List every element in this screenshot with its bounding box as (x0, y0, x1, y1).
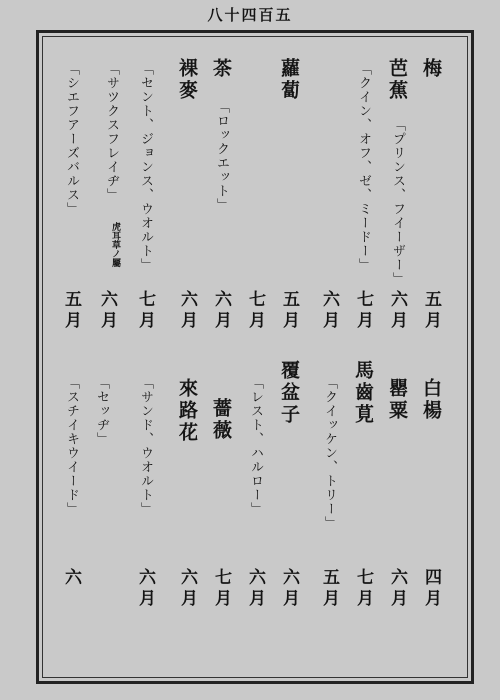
flowering-month: 六月 (177, 568, 197, 610)
plant-name: 覆盆子 (278, 360, 300, 426)
flowering-month: 六月 (245, 568, 265, 610)
katakana-name: 「セッヂ」 (94, 376, 109, 446)
flowering-month: 七月 (211, 568, 231, 610)
flowering-month: 五月 (319, 568, 339, 610)
flowering-month: 四月 (421, 568, 441, 610)
katakana-name: 「スチイキウイード」 (64, 376, 79, 516)
flowering-month: 五月 (61, 290, 81, 332)
flowering-month: 七月 (353, 568, 373, 610)
flowering-month: 六月 (387, 290, 407, 332)
katakana-name: 「レスト、ハルロー」 (248, 376, 263, 516)
plant-name: 薔薇 (210, 398, 232, 442)
flowering-month: 六月 (177, 290, 197, 332)
flowering-month: 六 (61, 568, 81, 589)
plant-name: 芭蕉 (386, 58, 408, 102)
plant-name: 馬齒莧 (352, 360, 374, 426)
flowering-month: 五月 (421, 290, 441, 332)
plant-name: 白楊 (420, 378, 442, 422)
flowering-month: 七月 (135, 290, 155, 332)
katakana-name: 「クイン、オフ、ゼ、ミードー」 (356, 62, 371, 272)
plant-name: 罌粟 (386, 378, 408, 422)
plant-name: 裸麥 (176, 58, 198, 102)
flowering-month: 六月 (211, 290, 231, 332)
flowering-month: 五月 (279, 290, 299, 332)
flowering-month: 六月 (279, 568, 299, 610)
plant-name: 梅 (420, 58, 442, 80)
flowering-month: 七月 (353, 290, 373, 332)
katakana-name: 「プリンス、フイーザー」 (390, 118, 405, 286)
flowering-month: 六月 (387, 568, 407, 610)
katakana-name: 「セント、ジョンス、ウオルト」 (138, 62, 153, 272)
flowering-month: 六月 (135, 568, 155, 610)
katakana-name: 「シエフアーズバルス」 (64, 62, 79, 216)
katakana-name: 「サツクスフレイヂ」 (104, 62, 119, 202)
plant-name: 蘿蔔 (278, 58, 300, 102)
katakana-name: 「サンド、ウオルト」 (138, 376, 153, 516)
page-number: 八十四百五 (207, 6, 293, 24)
plant-name: 茶 (210, 58, 232, 80)
flowering-month: 六月 (319, 290, 339, 332)
flowering-month: 七月 (245, 290, 265, 332)
flowering-month: 六月 (97, 290, 117, 332)
katakana-name: 「クイッケン、トリー」 (322, 376, 337, 530)
plant-name: 來路花 (176, 378, 198, 444)
katakana-name: 「ロックエット」 (214, 100, 229, 212)
annotation-note: 虎耳草ノ屬 (110, 222, 120, 267)
